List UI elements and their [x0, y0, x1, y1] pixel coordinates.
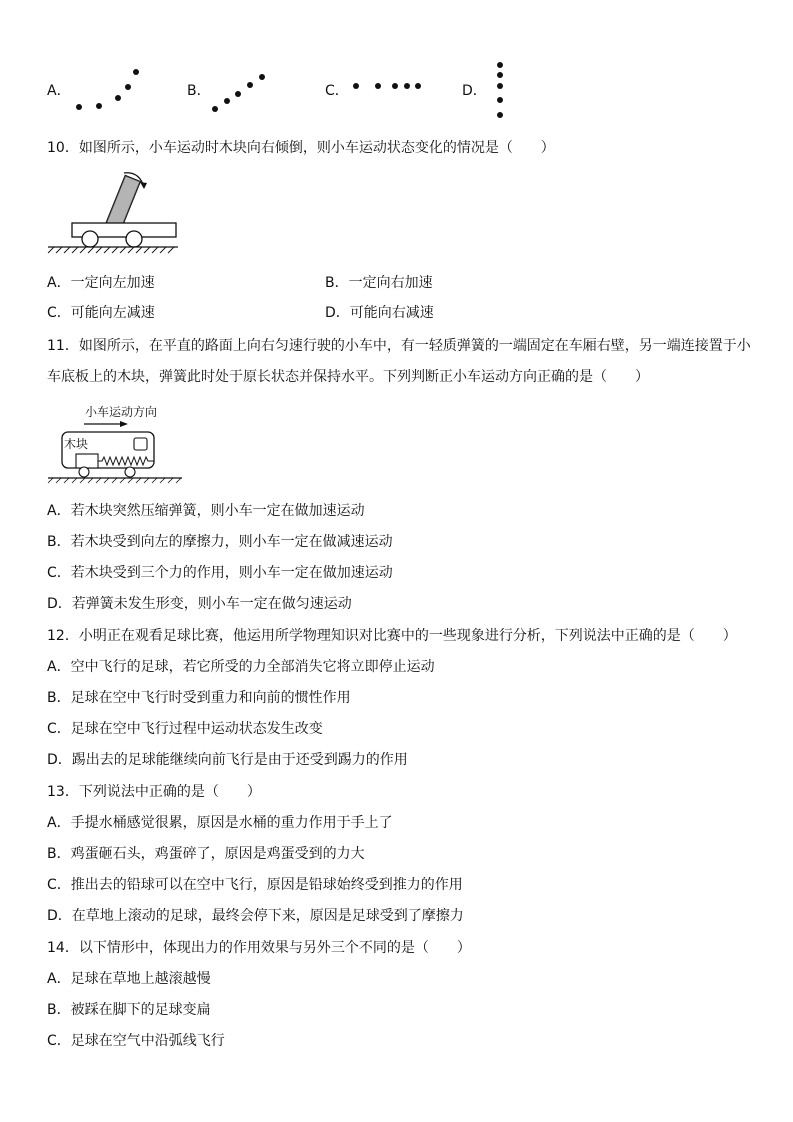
q9-option-b-letter: B． [187, 83, 211, 99]
q11-stem-line2: 车底板上的木块，弹簧此时处于原长状态并保持水平。下列判断正小车运动方向正确的是（ ） [47, 369, 649, 385]
q11-cart-figure [44, 418, 189, 488]
q12-option-c: C．足球在空中飞行过程中运动状态发生改变 [47, 721, 323, 737]
q13-option-b: B．鸡蛋砸石头，鸡蛋碎了，原因是鸡蛋受到的力大 [47, 846, 365, 862]
q11-option-c: C．若木块受到三个力的作用，则小车一定在做加速运动 [47, 565, 393, 581]
q12-option-d: D．踢出去的足球能继续向前飞行是由于还受到踢力的作用 [47, 752, 408, 768]
q11-block-label: 木块 [64, 437, 89, 451]
q9-option-a-dots [70, 64, 145, 114]
q14-option-a: A．足球在草地上越滚越慢 [47, 971, 211, 987]
q10-option-a: A．一定向左加速 [47, 275, 155, 291]
q12-stem: 12．小明正在观看足球比赛，他运用所学物理知识对比赛中的一些现象进行分析，下列说法中正确的是（ ） [47, 628, 737, 644]
q10-option-d: D．可能向右减速 [325, 305, 434, 321]
q13-option-a: A．手提水桶感觉很累，原因是水桶的重力作用于手上了 [47, 815, 393, 831]
q12-option-b: B．足球在空中飞行时受到重力和向前的惯性作用 [47, 690, 351, 706]
q14-option-b: B．被踩在脚下的足球变扁 [47, 1002, 211, 1018]
q10-option-c: C．可能向左减速 [47, 305, 155, 321]
q11-direction-label: 小车运动方向 [85, 405, 158, 419]
q9-option-c-letter: C． [325, 83, 349, 99]
q13-stem: 13．下列说法中正确的是（ ） [47, 784, 261, 800]
q9-option-b-dots [205, 68, 275, 114]
q11-option-b: B．若木块受到向左的摩擦力，则小车一定在做减速运动 [47, 534, 393, 550]
q9-option-d-letter: D． [462, 83, 487, 99]
q14-option-c: C．足球在空气中沿弧线飞行 [47, 1033, 225, 1049]
q9-option-a-letter: A． [47, 83, 71, 99]
q9-option-c-dots [348, 78, 428, 94]
q10-cart-figure [44, 165, 184, 260]
q12-option-a: A．空中飞行的足球，若它所受的力全部消失它将立即停止运动 [47, 659, 435, 675]
q9-option-d-dots [490, 58, 510, 128]
q11-option-d: D．若弹簧未发生形变，则小车一定在做匀速运动 [47, 596, 352, 612]
q11-stem-line1: 11．如图所示，在平直的路面上向右匀速行驶的小车中，有一轻质弹簧的一端固定在车厢右壁，另一端连接置于小 [47, 338, 751, 354]
q10-option-b: B．一定向右加速 [325, 275, 433, 291]
q13-option-c: C．推出去的铅球可以在空中飞行，原因是铅球始终受到推力的作用 [47, 877, 463, 893]
q11-option-a: A．若木块突然压缩弹簧，则小车一定在做加速运动 [47, 503, 365, 519]
q14-stem: 14．以下情形中，体现出力的作用效果与另外三个不同的是（ ） [47, 940, 471, 956]
q10-stem: 10．如图所示，小车运动时木块向右倾倒，则小车运动状态变化的情况是（ ） [47, 140, 555, 156]
q13-option-d: D．在草地上滚动的足球，最终会停下来，原因是足球受到了摩擦力 [47, 908, 464, 924]
